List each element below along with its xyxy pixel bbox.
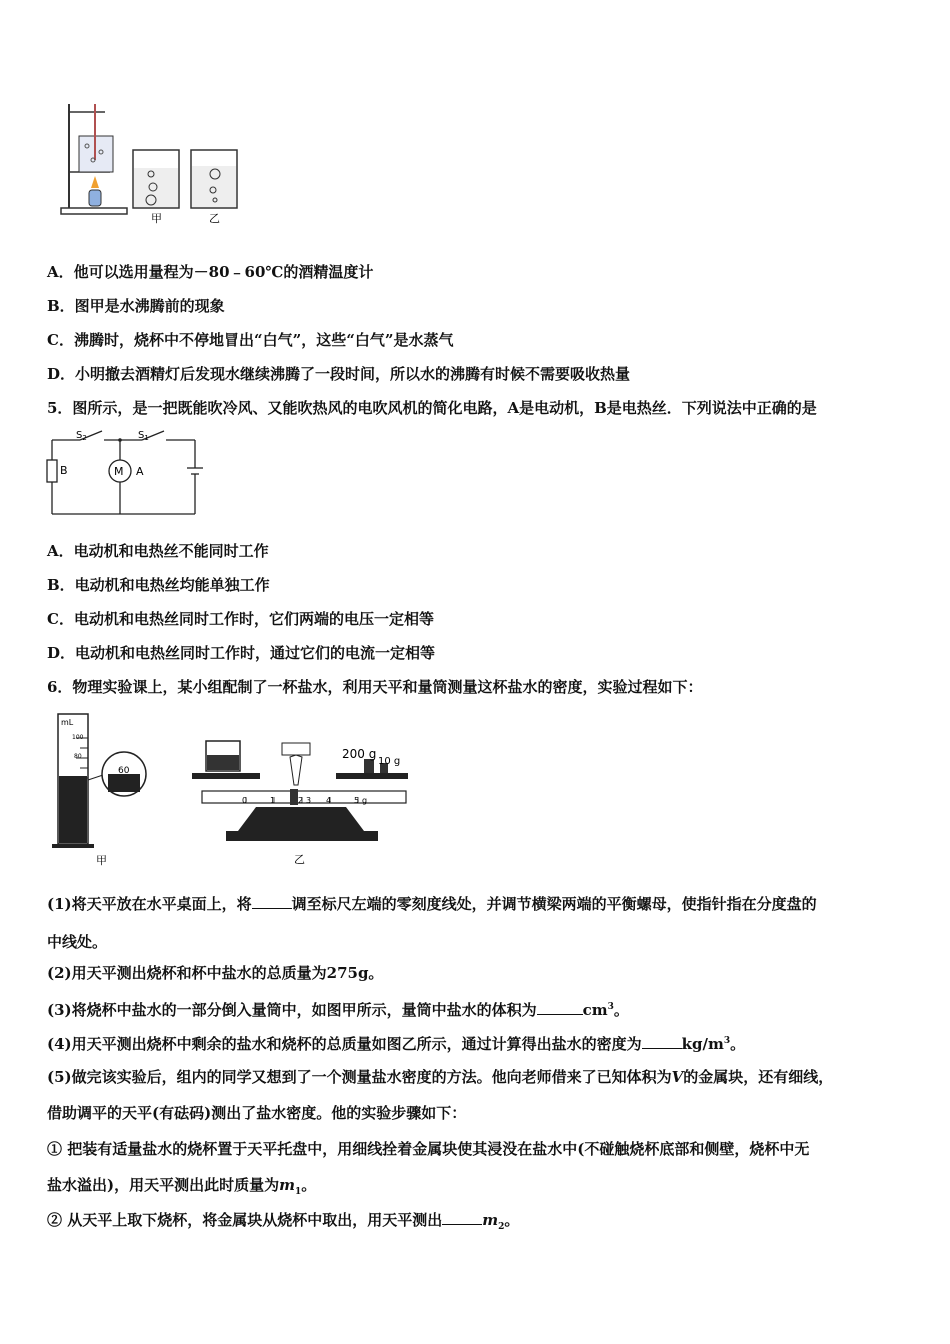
cylinder-tick-60: 60 — [74, 771, 82, 778]
switch-s1-label: S — [138, 430, 145, 441]
graduated-cylinder-figure — [48, 710, 158, 870]
cylinder-tick-80: 80 — [74, 753, 82, 760]
q4-option-c: C．沸腾时，烧杯中不停地冒出“白气”，这些“白气”是水蒸气 — [47, 331, 454, 349]
q4-option-a: A．他可以选用量程为－80﹣60℃的酒精温度计 — [47, 263, 374, 281]
q5-option-a: A．电动机和电热丝不能同时工作 — [47, 542, 269, 560]
svg-text:S2: $S_2$ — [76, 430, 87, 442]
answer-blank-density[interactable] — [642, 1034, 682, 1049]
q6-part1-line1: (1)将天平放在水平桌面上，将 调至标尺左端的零刻度线处，并调节横梁两端的平衡螺母，使指针指在分度盘的 — [47, 895, 817, 913]
cylinder-unit: mL — [61, 718, 74, 727]
scale-1: 1 — [270, 796, 276, 805]
q5-option-d: D．电动机和电热丝同时工作时，通过它们的电流一定相等 — [47, 644, 436, 662]
weight-200g: 200 g — [342, 747, 377, 761]
scale-2: 2 — [298, 796, 304, 805]
q5-option-b: B．电动机和电热丝均能单独工作 — [47, 576, 270, 594]
answer-blank-step2[interactable] — [442, 1210, 482, 1225]
scale-0: 0 — [242, 796, 248, 805]
scale-5: 5 — [354, 796, 360, 805]
q4-option-b: B．图甲是水沸腾前的现象 — [47, 297, 225, 315]
boiling-experiment-figure — [55, 100, 255, 225]
answer-blank-1[interactable] — [252, 894, 292, 909]
balance-figure — [186, 735, 421, 870]
q6-part4: (4)用天平测出烧杯中剩余的盐水和烧杯的总质量如图乙所示，通过计算得出盐水的密度为 $kg/m^3$。 — [47, 1035, 746, 1053]
circuit-diagram — [40, 428, 210, 523]
q6-part5-line2: 借助调平的天平(有砝码)测出了盐水密度。他的实验步骤如下： — [47, 1104, 467, 1122]
q6-step1-line2: 盐水溢出)，用天平测出此时质量为$m_1$。 — [47, 1176, 317, 1197]
label-yi: 乙 — [209, 212, 220, 225]
motor-a-label: A — [136, 465, 144, 478]
q6-step1-line1: ① 把装有适量盐水的烧杯置于天平托盘中，用细线拴着金属块使其浸没在盐水中(不碰触烧杯底部和侧壁，烧杯中无 — [47, 1140, 810, 1158]
q6-stem: 6．物理实验课上，某小组配制了一杯盐水，利用天平和量筒测量这杯盐水的密度，实验过程如下： — [47, 678, 703, 696]
q6-part2: (2)用天平测出烧杯和杯中盐水的总质量为275g。 — [47, 964, 384, 982]
scale-unit-g: g — [362, 796, 368, 805]
q6-step2: ② 从天平上取下烧杯，将金属块从烧杯中取出，用天平测出 $m_2$。 — [47, 1211, 520, 1232]
label-jia: 甲 — [151, 212, 162, 225]
label-jia-2: 甲 — [96, 854, 107, 867]
q5-option-c: C．电动机和电热丝同时工作时，它们两端的电压一定相等 — [47, 610, 434, 628]
scale-3: 3 — [306, 796, 312, 805]
switch-s2-label: S — [76, 430, 83, 441]
magnified-mark-60: 60 — [118, 766, 130, 776]
q6-part3: (3)将烧杯中盐水的一部分倒入量筒中，如图甲所示，量筒中盐水的体积为 $cm^3$。 — [47, 1001, 629, 1019]
svg-text:S1: $S_1$ — [138, 430, 149, 442]
q4-option-d: D．小明撤去酒精灯后发现水继续沸腾了一段时间，所以水的沸腾有时候不需要吸收热量 — [47, 365, 631, 383]
q6-part5-line1: (5)做完该实验后，组内的同学又想到了一个测量盐水密度的方法。他向老师借来了已知体积为V的金属块，还有细线， — [47, 1068, 834, 1086]
q6-part1-line2: 中线处。 — [47, 933, 108, 951]
heater-b-label: B — [60, 464, 68, 477]
weight-10g: 10 g — [378, 756, 401, 767]
cylinder-tick-100: 100 — [72, 734, 84, 741]
motor-symbol: M — [114, 465, 124, 478]
scale-4: 4 — [326, 796, 332, 805]
label-yi-2: 乙 — [294, 853, 305, 866]
answer-blank-volume[interactable] — [537, 1000, 583, 1015]
q5-stem: 5．图所示，是一把既能吹冷风、又能吹热风的电吹风机的简化电路，A是电动机，B是电热丝．下列说法中正确的是 — [47, 399, 817, 417]
